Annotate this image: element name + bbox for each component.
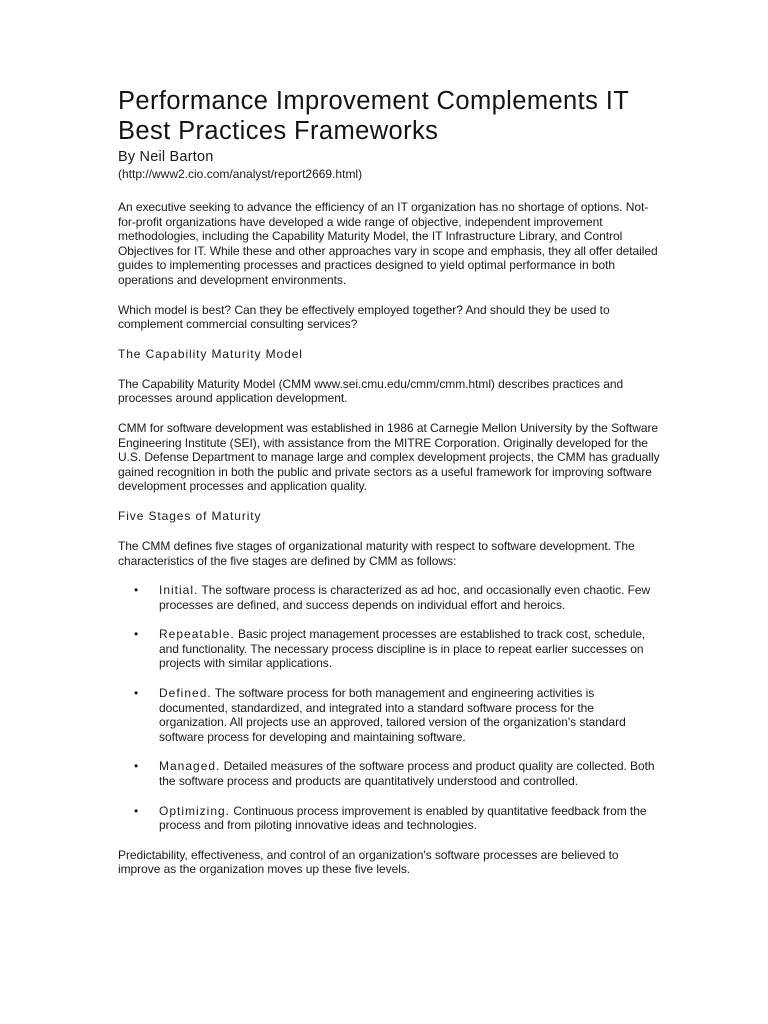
bullet-icon: • xyxy=(134,686,139,701)
list-item xyxy=(118,583,663,612)
document-page xyxy=(118,86,663,877)
stage-term: Defined. xyxy=(159,686,212,701)
title-line-1: Performance Improvement Complements IT xyxy=(118,87,630,115)
bullet-icon: • xyxy=(134,583,139,598)
bullet-icon: • xyxy=(134,759,139,774)
stage-term: Initial. xyxy=(159,583,199,598)
bullet-icon: • xyxy=(134,803,139,818)
author-byline: By Neil Barton xyxy=(118,149,214,165)
stage-text: Detailed measures of the software process and product quality are collected. Both the software process and products are quantitatively understood and controlled. xyxy=(159,759,655,789)
heading-cmm: The Capability Maturity Model xyxy=(118,346,303,361)
heading-stages: Five Stages of Maturity xyxy=(118,508,262,523)
title-line-2: Best Practices Frameworks xyxy=(118,117,439,145)
list-item xyxy=(118,627,663,671)
stage-text: The software process is characterized as ad hoc, and occasionally even chaotic. Few processes are defined, and success depends on individual effort and heroics. xyxy=(159,583,651,612)
stage-text: Basic project management processes are established to track cost, schedule, and functionality. The necessary process discipline is in place to repeat earlier successes on projects with similar applications. xyxy=(159,627,646,671)
stage-term: Optimizing. xyxy=(159,803,231,818)
list-item xyxy=(118,759,663,788)
stages-intro-paragraph: The CMM defines five stages of organizational maturity with respect to software development. The characteristics of the five stages are defined by CMM as follows: xyxy=(118,538,635,568)
conclusion-paragraph: Predictability, effectiveness, and control of an organization's software processes are believed to improve as the organization moves up these five levels. xyxy=(118,847,619,877)
stage-term: Repeatable. xyxy=(159,627,235,642)
source-url: (http://www2.cio.com/analyst/report2669.html) xyxy=(118,167,363,181)
intro-paragraph: An executive seeking to advance the efficiency of an IT organization has no shortage of options. Not-for-profit organizations have developed a wide range of objective, independent improvement methodologies, including the Capability Maturity Model, the IT Infrastructure Library, and Control Objectives for IT. While these and other approaches vary in scope and emphasis, they all offer detailed guides to implementing processes and practices designed to yield optimal performance in both operations and development environments. xyxy=(118,200,658,287)
list-item xyxy=(118,804,663,833)
bullet-icon: • xyxy=(134,627,139,642)
stage-text: Continuous process improvement is enabled by quantitative feedback from the process and from piloting innovative ideas and technologies. xyxy=(159,803,647,833)
stages-list xyxy=(118,583,663,833)
cmm-description-paragraph: The Capability Maturity Model (CMM www.sei.cmu.edu/cmm/cmm.html) describes practices and processes around application development. xyxy=(118,376,624,406)
stage-term: Managed. xyxy=(159,759,221,774)
stage-text: The software process for both management and engineering activities is documented, standardized, and integrated into a standard software process for the organization. All projects use an approved, tailored version of the organization's standard software process for developing and maintaining software. xyxy=(159,686,626,744)
document-title xyxy=(118,86,663,146)
question-paragraph: Which model is best? Can they be effectively employed together? And should they be used to complement commercial consulting services? xyxy=(118,302,610,332)
cmm-history-paragraph: CMM for software development was established in 1986 at Carnegie Mellon University by the Software Engineering Institute (SEI), with assistance from the MITRE Corporation. Originally developed for the U.S. Defense Department to manage large and complex development projects, the CMM has gradually gained recognition in both the public and private sectors as a useful framework for improving software development processes and application quality. xyxy=(118,420,660,494)
list-item xyxy=(118,686,663,744)
